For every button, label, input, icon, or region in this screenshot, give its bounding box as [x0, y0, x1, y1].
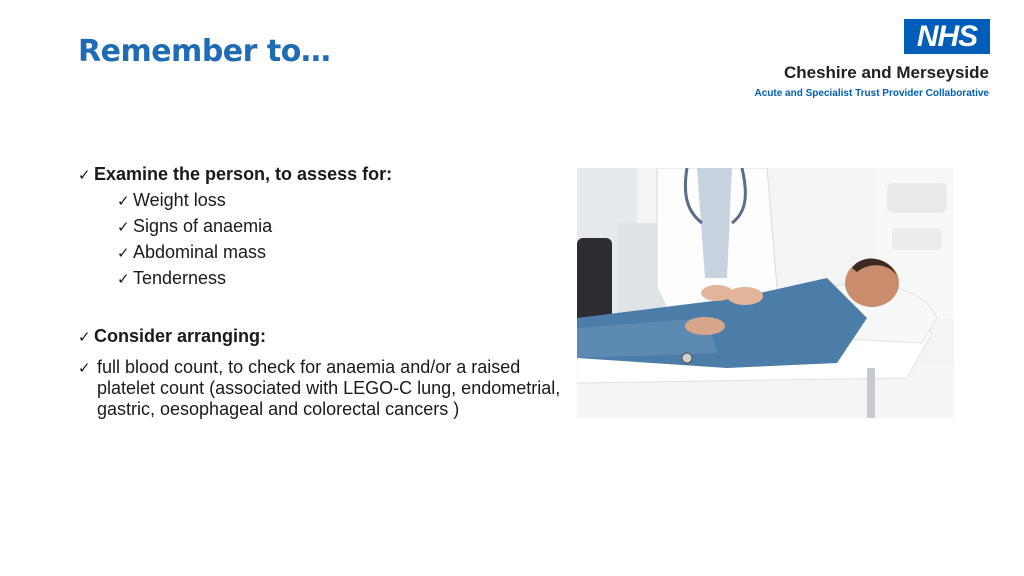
doctor-examining-patient-photo	[577, 168, 954, 418]
check-icon: ✓	[117, 245, 130, 262]
bullet-consider	[78, 325, 266, 349]
consider-heading: Consider arranging:	[94, 326, 267, 346]
slide-title: Remember to…	[78, 34, 331, 69]
list-item: ✓ Weight loss	[117, 189, 226, 213]
blood-count-text: full blood count, to check for anaemia and/or a raised platelet count (associated with LEGO-C lung, endometrial, gastric, oesophageal and colorectal cancers )	[97, 357, 561, 419]
examine-heading: Examine the person, to assess for:	[94, 164, 393, 184]
list-item: ✓ Abdominal mass	[117, 241, 266, 265]
nhs-logo: NHS	[904, 19, 990, 54]
bullet-examine	[78, 163, 392, 187]
check-icon: ✓	[78, 329, 91, 346]
check-icon: ✓	[78, 360, 91, 377]
check-icon: ✓	[117, 193, 130, 210]
org-name: Cheshire and Merseyside	[783, 63, 989, 82]
bullet-blood-count	[78, 357, 561, 419]
org-subtitle: Acute and Specialist Trust Provider Collaborative	[754, 88, 989, 99]
check-icon: ✓	[117, 271, 130, 288]
list-item: ✓ Signs of anaemia	[117, 215, 272, 239]
check-icon: ✓	[78, 167, 91, 184]
check-icon: ✓	[117, 219, 130, 236]
list-item: ✓ Tenderness	[117, 267, 226, 291]
